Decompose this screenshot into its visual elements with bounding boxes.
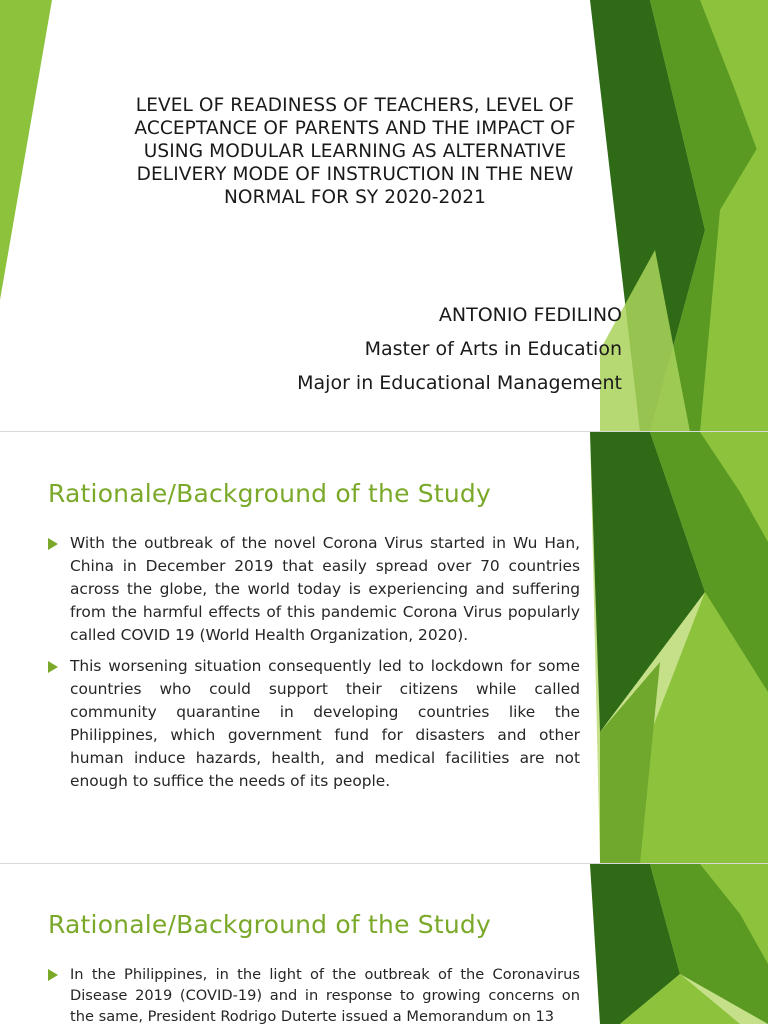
triangle-bullet-icon: [48, 661, 58, 673]
author-major: Major in Educational Management: [297, 372, 622, 394]
triangle-bullet-icon: [48, 969, 58, 981]
title-line: NORMAL FOR SY 2020-2021: [223, 187, 487, 208]
title-line: DELIVERY MODE OF INSTRUCTION IN THE NEW: [136, 164, 574, 185]
bullet-item: [48, 655, 580, 793]
bullet-item: [48, 532, 580, 647]
section-heading: Rationale/Background of the Study: [48, 479, 491, 508]
rationale-slide-continued: [0, 864, 768, 1024]
rationale-slide: [0, 432, 768, 864]
bullet-text: This worsening situation consequently led to lockdown for some countries who could support their citizens while called community quarantine in developing countries like the Philippines, which government fund for disasters and other human induce hazards, health, and medical facilities are not enough to suffice the needs of its people.: [70, 657, 580, 790]
title-line: ACCEPTANCE OF PARENTS AND THE IMPACT OF: [134, 118, 576, 139]
author-info: [297, 298, 622, 400]
left-green-wedge: [0, 0, 52, 300]
section-heading: Rationale/Background of the Study: [48, 910, 491, 939]
author-name: ANTONIO FEDILINO: [438, 304, 622, 326]
title-slide: [0, 0, 768, 432]
title-line: USING MODULAR LEARNING AS ALTERNATIVE: [143, 141, 567, 162]
bullet-text: With the outbreak of the novel Corona Virus started in Wu Han, China in December 2019 that easily spread over 70 countries across the globe, the world today is experiencing and suffering from the harmful effects of this pandemic Corona Virus popularly called COVID 19 (World Health Organization, 2020).: [70, 534, 580, 644]
bullet-item: [48, 964, 580, 1024]
bullet-list: [48, 964, 580, 1024]
author-degree: Master of Arts in Education: [364, 338, 622, 360]
triangle-bullet-icon: [48, 538, 58, 550]
bullet-text: In the Philippines, in the light of the outbreak of the Coronavirus Disease 2019 (COVID-19) and in response to growing concerns on the same, President Rodrigo Duterte issued a Memorandum on 13: [70, 966, 580, 1024]
presentation-title: [105, 94, 605, 209]
title-line: LEVEL OF READINESS OF TEACHERS, LEVEL OF: [135, 95, 575, 116]
bullet-list: [48, 532, 580, 801]
